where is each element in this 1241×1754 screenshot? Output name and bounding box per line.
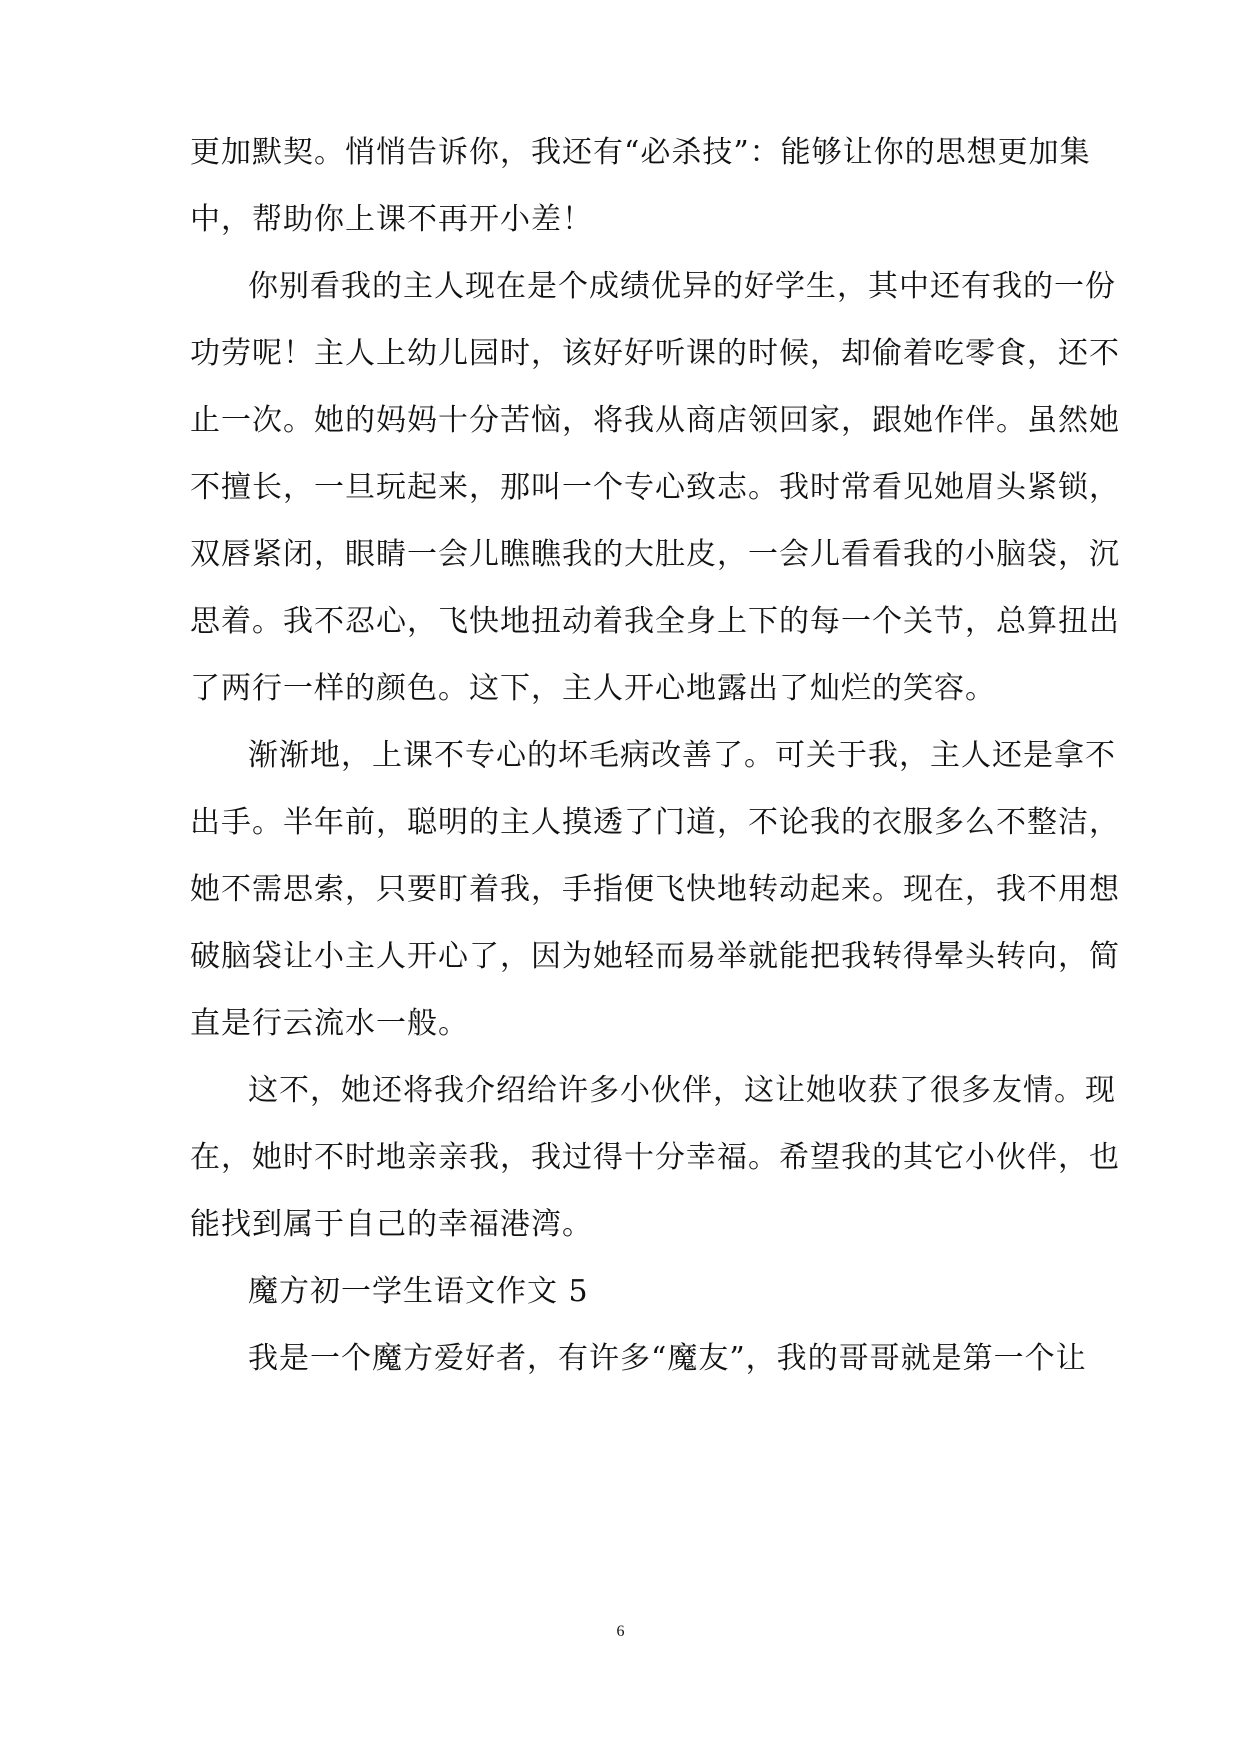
text-line: 能找到属于自己的幸福港湾。 xyxy=(190,1207,593,1242)
text-line: 止一次。她的妈妈十分苦恼，将我从商店领回家，跟她作伴。虽然她 xyxy=(190,403,1120,438)
text-line: 出手。半年前，聪明的主人摸透了门道，不论我的衣服多么不整洁， xyxy=(190,805,1120,840)
paragraph-first-line: 这不，她还将我介绍给许多小伙伴，这让她收获了很多友情。现 xyxy=(248,1073,1116,1108)
text-line: 了两行一样的颜色。这下，主人开心地露出了灿烂的笑容。 xyxy=(190,671,996,706)
text-line: 更加默契。悄悄告诉你，我还有“必杀技”：能够让你的思想更加集 xyxy=(190,135,1091,170)
text-line: 功劳呢！主人上幼儿园时，该好好听课的时候，却偷着吃零食，还不 xyxy=(190,336,1120,371)
text-line: 她不需思索，只要盯着我，手指便飞快地转动起来。现在，我不用想 xyxy=(190,872,1120,907)
paragraph-first-line: 渐渐地，上课不专心的坏毛病改善了。可关于我，主人还是拿不 xyxy=(248,738,1116,773)
paragraph-first-line: 你别看我的主人现在是个成绩优异的好学生，其中还有我的一份 xyxy=(248,269,1116,304)
paragraph-first-line: 我是一个魔方爱好者，有许多“魔友”，我的哥哥就是第一个让 xyxy=(248,1341,1087,1376)
text-line: 破脑袋让小主人开心了，因为她轻而易举就能把我转得晕头转向，简 xyxy=(190,939,1120,974)
page-number: 6 xyxy=(616,1623,625,1640)
text-line: 在，她时不时地亲亲我，我过得十分幸福。希望我的其它小伙伴，也 xyxy=(190,1140,1120,1175)
text-line: 思着。我不忍心，飞快地扭动着我全身上下的每一个关节，总算扭出 xyxy=(190,604,1120,639)
text-line: 直是行云流水一般。 xyxy=(190,1006,469,1041)
section-heading: 魔方初一学生语文作文 5 xyxy=(248,1274,589,1309)
text-line: 中，帮助你上课不再开小差！ xyxy=(190,202,593,237)
text-line: 不擅长，一旦玩起来，那叫一个专心致志。我时常看见她眉头紧锁， xyxy=(190,470,1120,505)
text-line: 双唇紧闭，眼睛一会儿瞧瞧我的大肚皮，一会儿看看我的小脑袋，沉 xyxy=(190,537,1120,572)
